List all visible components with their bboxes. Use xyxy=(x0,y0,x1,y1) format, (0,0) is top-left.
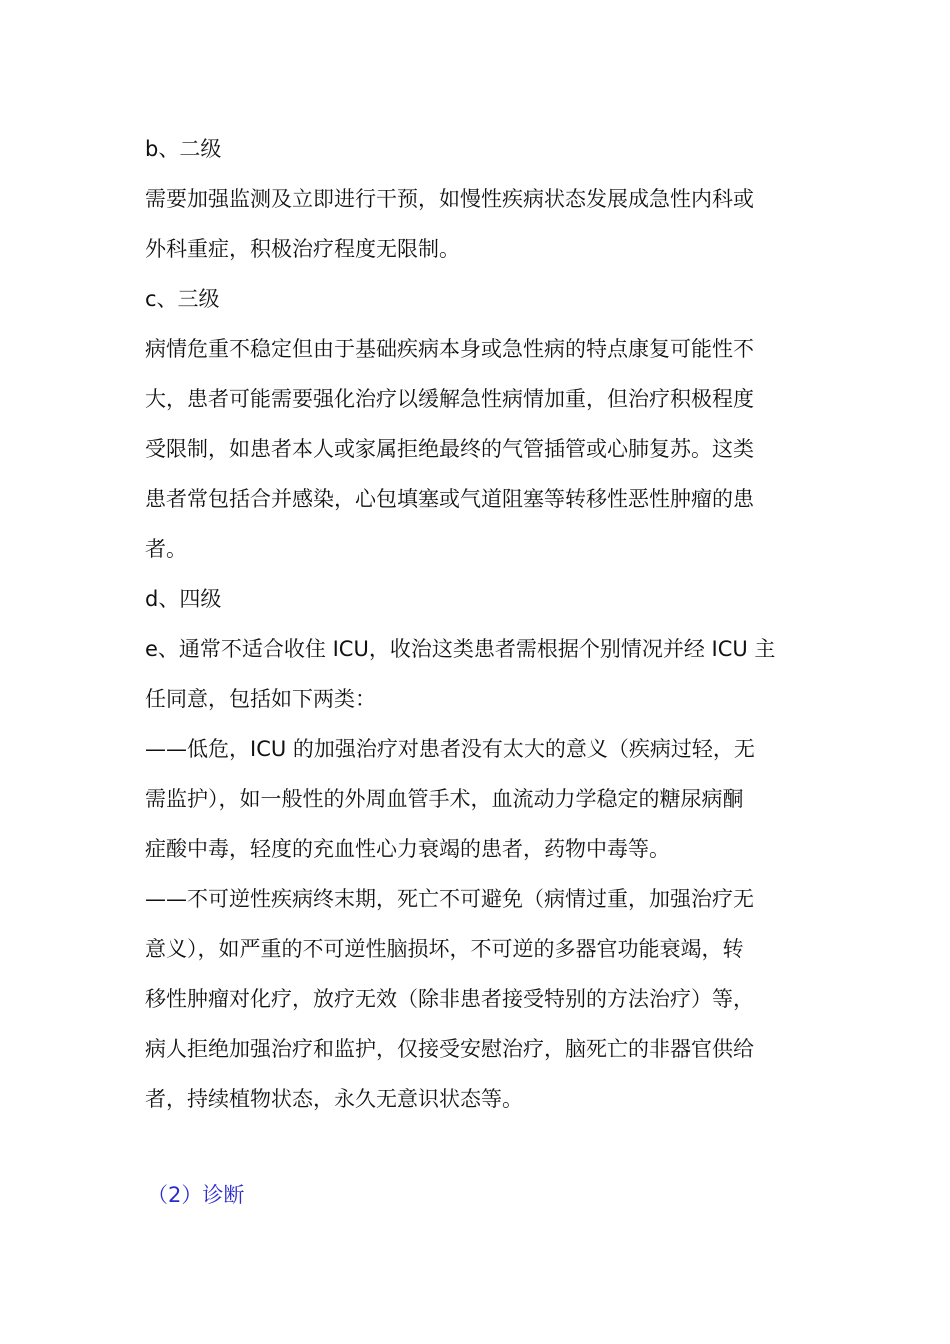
list-item-line: ——不可逆性疾病终末期，死亡不可避免（病情过重，加强治疗无 xyxy=(145,887,754,911)
list-item-line: ——低危，ICU 的加强治疗对患者没有太大的意义（疾病过轻，无 xyxy=(145,737,755,761)
list-item-line: 病人拒绝加强治疗和监护，仅接受安慰治疗，脑死亡的非器官供给 xyxy=(145,1037,754,1061)
list-item-line: 者，持续植物状态，永久无意识状态等。 xyxy=(145,1087,523,1111)
list-item-line: 症酸中毒，轻度的充血性心力衰竭的患者，药物中毒等。 xyxy=(145,837,670,861)
paragraph-line: 外科重症，积极治疗程度无限制。 xyxy=(145,237,460,261)
level-b-label: b、二级 xyxy=(145,137,222,161)
paragraph-line: 者。 xyxy=(145,537,187,561)
paragraph-line: e、通常不适合收住 ICU，收治这类患者需根据个别情况并经 ICU 主 xyxy=(145,637,776,661)
list-item-line: 需监护），如一般性的外周血管手术，血流动力学稳定的糖尿病酮 xyxy=(145,787,744,811)
list-item-line: 移性肿瘤对化疗，放疗无效（除非患者接受特别的方法治疗）等， xyxy=(145,987,754,1011)
level-d-label: d、四级 xyxy=(145,587,222,611)
section-heading-diagnosis: （2）诊断 xyxy=(147,1183,245,1207)
paragraph-line: 任同意，包括如下两类： xyxy=(145,687,376,711)
paragraph-line: 病情危重不稳定但由于基础疾病本身或急性病的特点康复可能性不 xyxy=(145,337,754,361)
paragraph-line: 需要加强监测及立即进行干预，如慢性疾病状态发展成急性内科或 xyxy=(145,187,754,211)
paragraph-line: 患者常包括合并感染，心包填塞或气道阻塞等转移性恶性肿瘤的患 xyxy=(145,487,754,511)
document-body xyxy=(145,124,815,1220)
paragraph-line: 受限制，如患者本人或家属拒绝最终的气管插管或心肺复苏。这类 xyxy=(145,437,754,461)
level-c-label: c、三级 xyxy=(145,287,220,311)
paragraph-line: 大，患者可能需要强化治疗以缓解急性病情加重，但治疗积极程度 xyxy=(145,387,754,411)
list-item-line: 意义），如严重的不可逆性脑损坏，不可逆的多器官功能衰竭，转 xyxy=(145,937,744,961)
section-spacer xyxy=(145,1124,815,1170)
